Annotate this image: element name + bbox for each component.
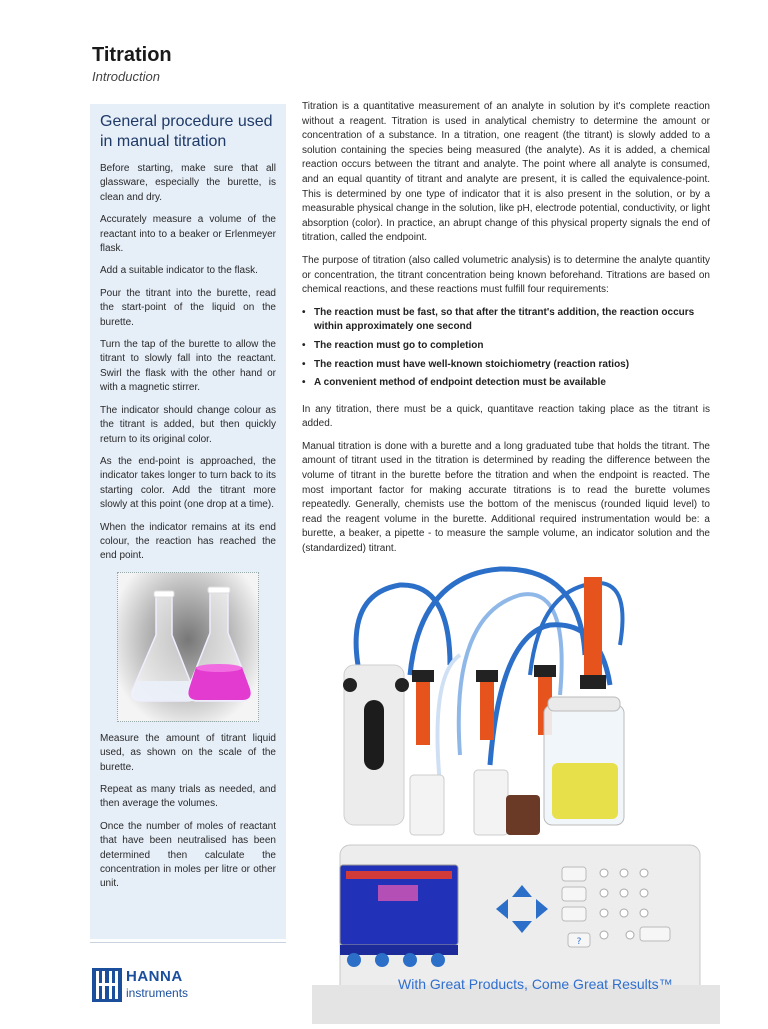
hanna-logo-icon — [92, 968, 122, 1002]
intro-paragraph: Titration is a quantitative measurement of an analyte in solution by it's complete reaction without a reagent. Titration is used in analytical chemistry to determine the amount or concentration of a substance. In a titration, one reagent (the titrant) is slowly added to a solution containing the species being measured (the analyte). As it is added, a chemical reaction occurs between the titrant and analyte. The point where all analyte is consumed, and an equal quantity of titrant and analyte are present, it is called the equivalence-point. This is determined by one type of indicator that it is also present in the solution, or by a measurable physical change in the solution, like pH, electrode potential, conductivity, or light absorption (color). In practice, an abrupt change of this physical property signals the end of titration, called the endpoint. — [302, 101, 710, 244]
main-content — [302, 100, 710, 565]
procedure-step: Before starting, make sure that all glassware, especially the burette, is clean and dry. — [100, 163, 276, 203]
titrator-image — [300, 555, 720, 1024]
reaction-paragraph: In any titration, there must be a quick, quantitave reaction taking place as the titrant is added. — [302, 403, 710, 430]
logo-word: HANNA — [126, 968, 183, 985]
help-key-icon: ? — [576, 937, 582, 947]
procedure-step: Once the number of moles of reactant that have been neutralised has been determined then calculate the concentration in moles per litre or other unit. — [100, 820, 276, 890]
erlenmeyer-flasks-icon — [118, 573, 258, 721]
tagline: With Great Products, Come Great Results™ — [398, 976, 673, 992]
list-item: • The reaction must be fast, so that after the titrant's addition, the reaction occurs within approximately one second — [302, 306, 710, 335]
page-title: Titration — [92, 44, 172, 66]
procedure-step: Pour the titrant into the burette, read the start-point of the liquid on the burette. — [100, 287, 276, 328]
procedure-step: The indicator should change colour as the titrant is added, but then quickly return to its original color. — [100, 404, 276, 445]
procedure-sidebar — [90, 104, 286, 939]
list-item: • A convenient method of endpoint detection must be available — [302, 376, 710, 391]
procedure-step: Measure the amount of titrant liquid used, as shown on the scale of the burette. — [100, 732, 276, 773]
procedure-step: Turn the tap of the burette to allow the titrant to slowly fall into the reactant. Swirl the flask with the other hand or with a magnetic stirrer. — [100, 339, 276, 394]
sidebar-heading: General procedure used in manual titration — [100, 113, 273, 150]
titrator-icon — [300, 555, 720, 1024]
flasks-photo — [117, 572, 259, 722]
list-item: • The reaction must have well-known stoichiometry (reaction ratios) — [302, 358, 710, 373]
requirements-list — [302, 306, 710, 391]
procedure-step: Add a suitable indicator to the flask. — [100, 265, 258, 277]
manual-titration-paragraph: Manual titration is done with a burette and a long graduated tube that holds the titrant. The amount of titrant used in the titration is determined by reading the difference between the volume of titrant in the burette before the titration and when the endpoint is reacted. The most important factor for making accurate titrations is to read the burette volumes repeatedly. Generally, chemists use the bottom of the meniscus (rounded liquid level) to read the reagent volume in the burette. Additional required instrumentation would be: a burette, a beaker, a pipette - to measure the sample volume, an indicator solution and the (standardized) titrant. — [302, 440, 710, 555]
sidebar-divider — [90, 942, 286, 943]
purpose-paragraph: The purpose of titration (also called volumetric analysis) is to determine the analyte quantity or concentration, the titrant concentration being known beforehand. Titrations are based on chemical reactions, and these reactions must fulfill four requirements: — [302, 254, 710, 296]
procedure-step: Accurately measure a volume of the reactant into to a beaker or Erlenmeyer flask. — [100, 214, 276, 255]
procedure-step: Repeat as many trials as needed, and then average the volumes. — [100, 783, 276, 810]
logo-subtext: instruments — [126, 986, 189, 1000]
hanna-logo — [92, 968, 212, 1004]
page-subtitle: Introduction — [92, 69, 160, 84]
procedure-step: As the end-point is approached, the indicator takes longer to turn back to its starting color. Add the titrant more slowly at this point (one drop at a time). — [100, 455, 276, 511]
procedure-step: When the indicator remains at its end colour, the reaction has reached the end point. — [100, 521, 276, 562]
list-item: • The reaction must go to completion — [302, 339, 710, 354]
